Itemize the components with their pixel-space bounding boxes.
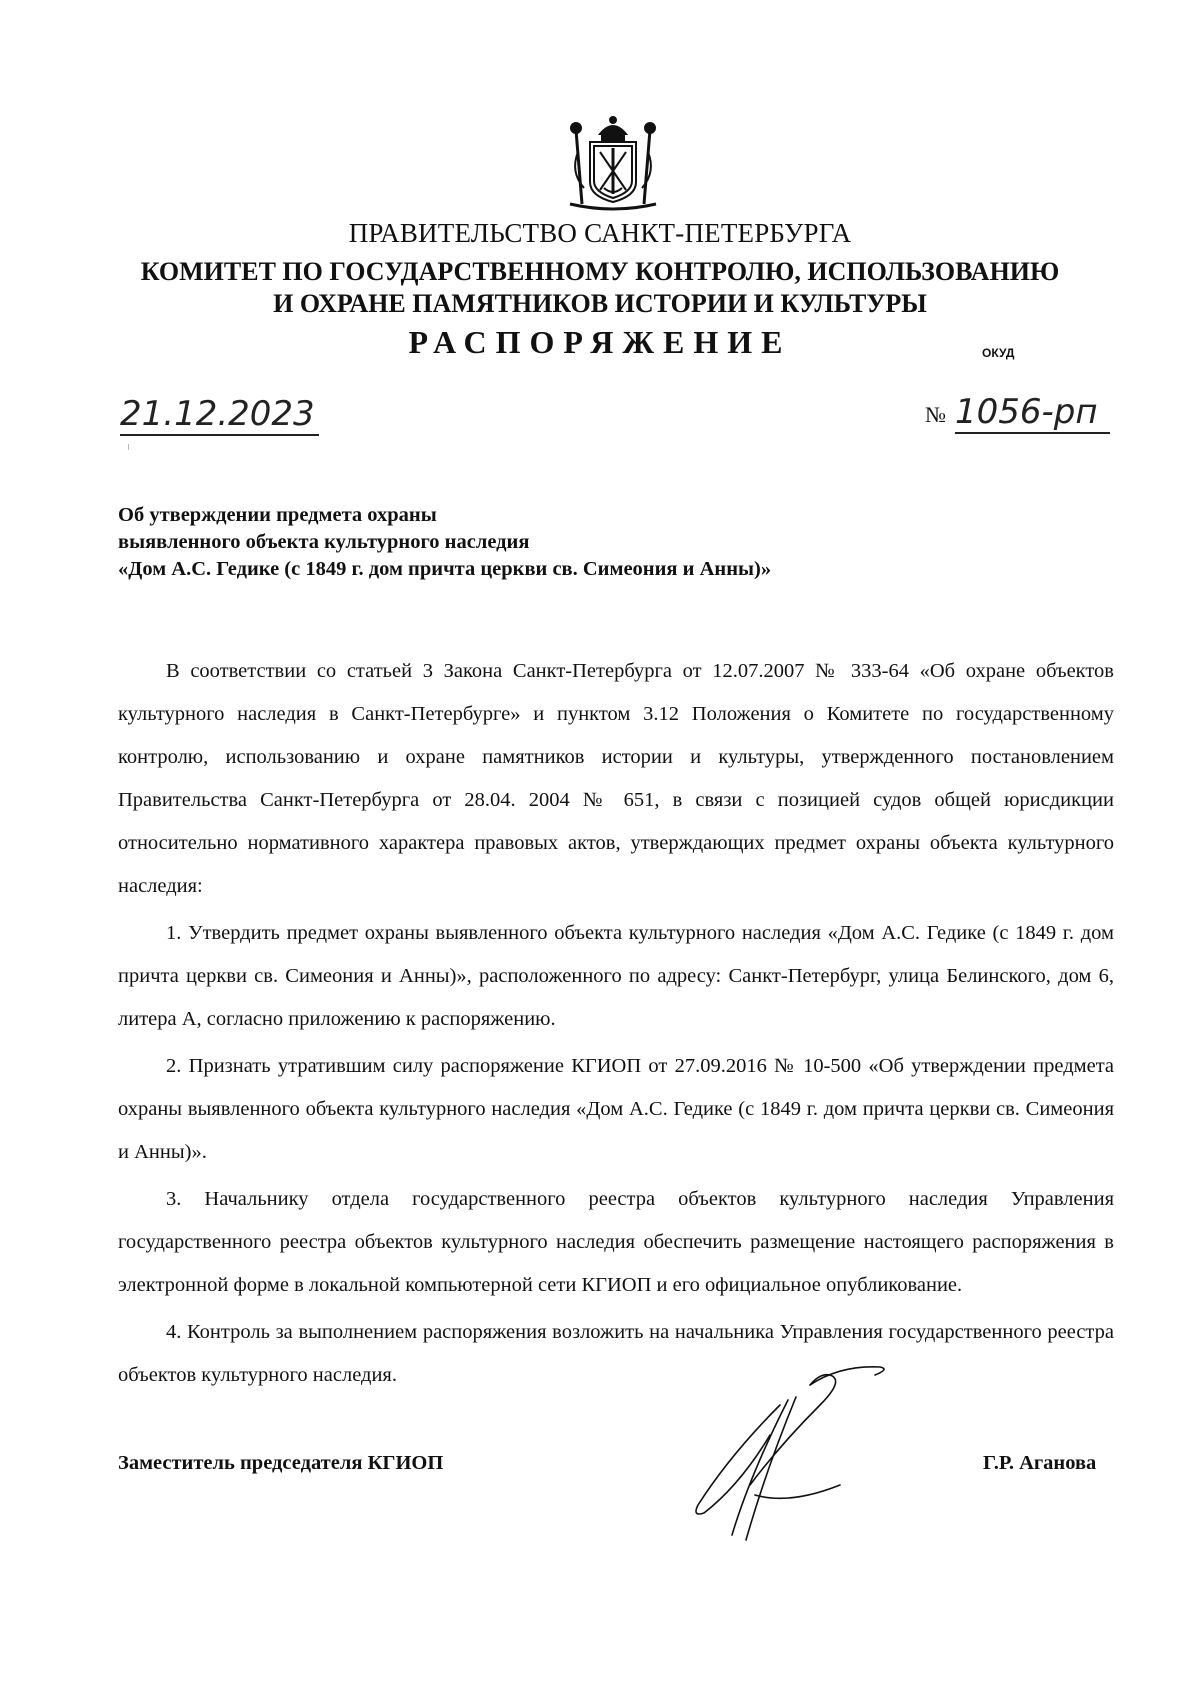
document-body <box>118 650 1114 1401</box>
signer-position: Заместитель председателя КГИОП <box>118 1452 444 1474</box>
subject-line: выявленного объекта культурного наследия <box>118 531 530 553</box>
number-label: № <box>925 402 946 427</box>
coat-of-arms-icon <box>560 112 666 212</box>
item-3: 3. Начальнику отдела государственного реестра объектов культурного наследия Управления государственного реестра объектов культурного наследия обеспечить размещение настоящего распоряжения в электронной форме в локальной компьютерной сети КГИОП и его официальное опубликование. <box>118 1188 1114 1296</box>
handwritten-signature-icon <box>670 1345 930 1545</box>
document-subject <box>118 502 771 583</box>
document-type: РАСПОРЯЖЕНИЕ <box>408 324 792 360</box>
subject-line: Об утверждении предмета охраны <box>118 504 437 526</box>
signer-name: Г.Р. Аганова <box>983 1452 1097 1474</box>
subject-line: «Дом А.С. Гедике (с 1849 г. дом причта церкви св. Симеония и Анны)» <box>118 558 772 580</box>
committee-name-line2: И ОХРАНЕ ПАМЯТНИКОВ ИСТОРИИ И КУЛЬТУРЫ <box>273 289 927 318</box>
margin-mark <box>128 444 129 450</box>
intro-paragraph: В соответствии со статьей 3 Закона Санкт-Петербурга от 12.07.2007 № 333-64 «Об охране объектов культурного наследия в Санкт-Петербурге» и пунктом 3.12 Положения о Комитете по государственному контролю, использованию и охране памятников истории и культуры, утвержденного постановлением Правительства Санкт-Петербурга от 28.04. 2004 № 651, в связи с позицией судов общей юрисдикции относительно нормативного характера правовых актов, утверждающих предмет охраны объекта культурного наследия: <box>118 660 1114 897</box>
government-name: ПРАВИТЕЛЬСТВО САНКТ-ПЕТЕРБУРГА <box>348 218 852 248</box>
item-1: 1. Утвердить предмет охраны выявленного объекта культурного наследия «Дом А.С. Гедике (с 1849 г. дом причта церкви св. Симеония и Анны)», расположенного по адресу: Санкт-Петербург, улица Белинского, дом 6, литера А, согласно приложению к распоряжению. <box>118 922 1114 1030</box>
okud-label: ОКУД <box>982 346 1015 360</box>
document-number: 1056-рп <box>955 392 1110 434</box>
committee-name-line1: КОМИТЕТ ПО ГОСУДАРСТВЕННОМУ КОНТРОЛЮ, ИСПОЛЬЗОВАНИЮ <box>140 257 1060 286</box>
item-4: 4. Контроль за выполнением распоряжения возложить на начальника Управления государственного реестра объектов культурного наследия. <box>118 1321 1114 1386</box>
document-date: 21.12.2023 <box>120 394 319 436</box>
item-2: 2. Признать утратившим силу распоряжение КГИОП от 27.09.2016 № 10-500 «Об утверждении предмета охраны выявленного объекта культурного наследия «Дом А.С. Гедике (с 1849 г. дом причта церкви св. Симеония и Анны)». <box>118 1055 1114 1163</box>
